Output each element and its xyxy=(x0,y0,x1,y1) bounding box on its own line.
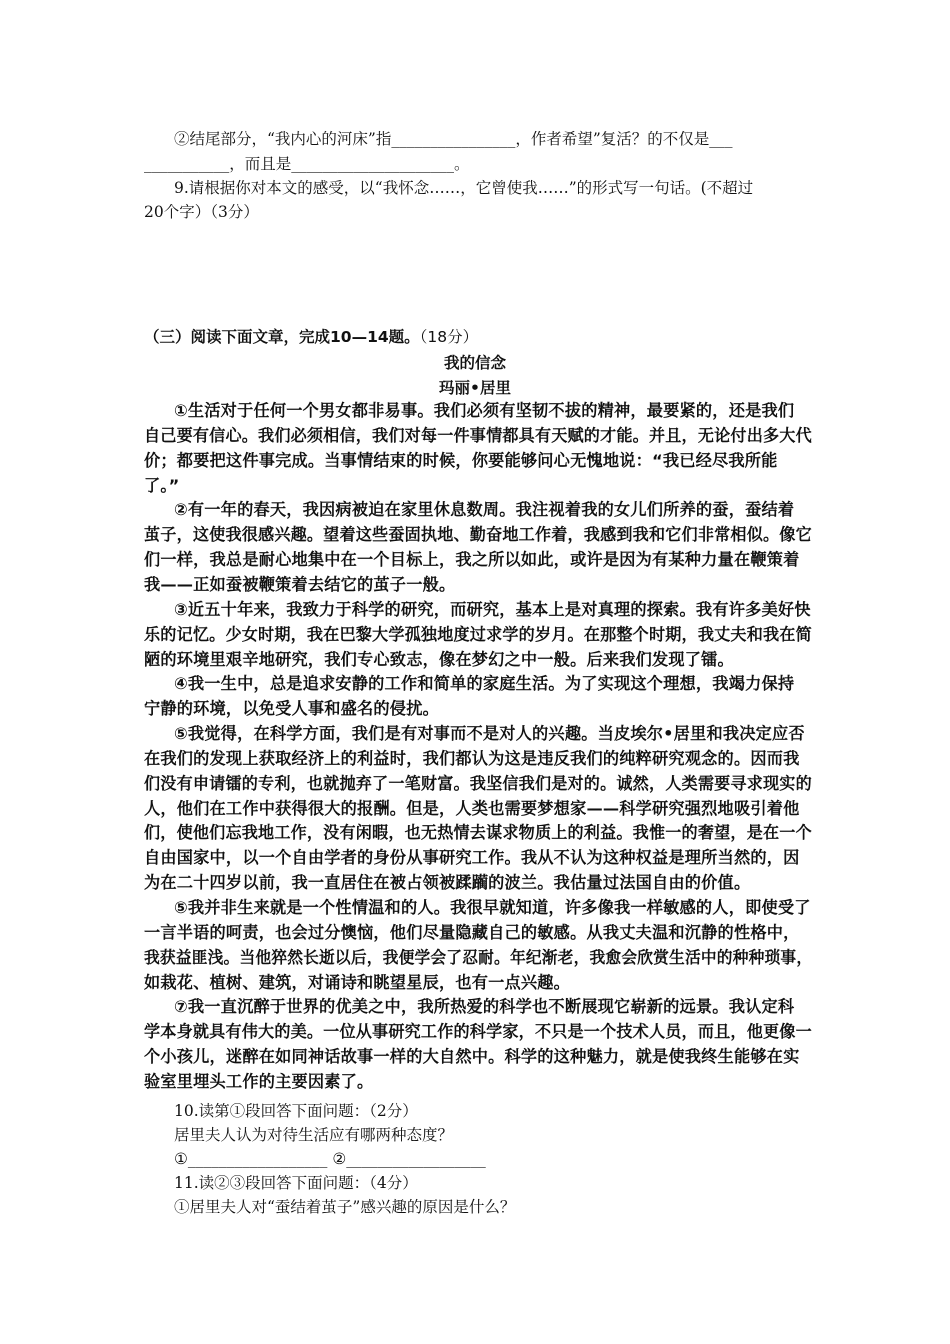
article-line: 茧子，这使我很感兴趣。望着这些蚕固执地、勤奋地工作着，我感到我和它们非常相似。像它 xyxy=(144,525,812,544)
question-9-line2: 20个字）（3分） xyxy=(144,203,259,221)
article-line: 我获益匪浅。当他猝然长逝以后，我便学会了忍耐。年纪渐老，我愈会欣赏生活中的种种琐事， xyxy=(144,948,813,967)
article-line: ④我一生中，总是追求安静的工作和简单的家庭生活。为了实现这个理想，我竭力保持 xyxy=(174,674,795,693)
article-line: ②有一年的春天，我因病被迫在家里休息数周。我注视着我的女儿们所养的蚕，蚕结着 xyxy=(174,500,795,519)
section-3-heading xyxy=(144,326,478,348)
article-line: ⑦我一直沉醉于世界的优美之中，我所热爱的科学也不断展现它崭新的远景。我认定科 xyxy=(174,997,795,1016)
article-line: 宁静的环境，以免受人事和盛名的侵扰。 xyxy=(144,699,439,718)
article-line: 学本身就具有伟大的美。一位从事研究工作的科学家，不只是一个技术人员，而且，他更像一 xyxy=(144,1022,812,1041)
article-line: 验室里埋头工作的主要因素了。 xyxy=(144,1072,374,1091)
question-8-part2-line1: ②结尾部分，“我内心的河床”指________________，作者希望”复活？的不仅是___ xyxy=(174,130,733,148)
question-11-line2: ①居里夫人对“蚕结着茧子”感兴趣的原因是什么？ xyxy=(174,1198,516,1216)
article-line: 自己要有信心。我们必须相信，我们对每一件事情都具有天赋的才能。并且，无论付出多大代 xyxy=(144,426,812,445)
article-line: 乐的记忆。少女时期，我在巴黎大学孤独地度过求学的岁月。在那整个时期，我丈夫和我在简 xyxy=(144,625,812,644)
article-line: 为在二十四岁以前，我一直居住在被占领被蹂躏的波兰。我估量过法国自由的价值。 xyxy=(144,873,751,892)
question-10-line2: 居里夫人认为对待生活应有哪两种态度？ xyxy=(174,1126,454,1144)
article-line: 个小孩儿，迷醉在如同神话故事一样的大自然中。科学的这种魅力，就是使我终生能够在实 xyxy=(144,1047,800,1066)
question-11-line1: 11.读②③段回答下面问题：（4分） xyxy=(174,1174,418,1192)
article-line: 们没有申请镭的专利，也就抛弃了一笔财富。我坚信我们是对的。诚然，人类需要寻求现实的 xyxy=(144,774,812,793)
article-line: 我——正如蚕被鞭策着去结它的茧子一般。 xyxy=(144,575,456,594)
article-line: 陋的环境里艰辛地研究，我们专心致志，像在梦幻之中一般。后来我们发现了镭。 xyxy=(144,650,734,669)
question-10-answer-blanks: ①__________________ ②__________________ xyxy=(174,1150,486,1168)
article-line: 价；都要把这件事完成。当事情结束的时候，你要能够问心无愧地说：“我已经尽我所能 xyxy=(144,451,778,470)
article-line: ⑤我并非生来就是一个性情温和的人。我很早就知道，许多像我一样敏感的人，即使受了 xyxy=(174,898,811,917)
question-10-line1: 10.读第①段回答下面问题：（2分） xyxy=(174,1102,418,1120)
question-8-part2-line2: ___________，而且是_____________________。 xyxy=(144,155,470,173)
article-line: ①生活对于任何一个男女都非易事。我们必须有坚韧不拔的精神，最要紧的，还是我们 xyxy=(174,401,795,420)
article-author: 玛丽•居里 xyxy=(439,379,511,397)
article-line: 自由国家中，以一个自由学者的身份从事研究工作。我从不认为这种权益是理所当然的，因 xyxy=(144,848,800,867)
section-3-heading-text: （三）阅读下面文章，完成10—14题。 xyxy=(144,328,420,346)
article-line: 们，使他们忘我地工作，没有闲暇，也无热情去谋求物质上的利益。我惟一的奢望，是在一个 xyxy=(144,823,812,842)
article-line: 人，他们在工作中获得很大的报酬。但是，人类也需要梦想家——科学研究强烈地吸引着他 xyxy=(144,799,800,818)
article-line: 在我们的发现上获取经济上的利益时，我们都认为这是违反我们的纯粹研究观念的。因而我 xyxy=(144,749,800,768)
article-title: 我的信念 xyxy=(443,354,506,372)
question-9-line1: 9.请根据你对本文的感受，以“我怀念……，它曾使我……”的形式写一句话。(不超过 xyxy=(174,179,754,197)
article-line: ③近五十年来，我致力于科学的研究，而研究，基本上是对真理的探索。我有许多美好快 xyxy=(174,600,811,619)
article-line: 一言半语的呵责，也会过分懊恼，他们尽量隐藏自己的敏感。从我丈夫温和沉静的性格中， xyxy=(144,923,800,942)
section-3-points: （18分） xyxy=(419,328,479,346)
article-line: ⑤我觉得，在科学方面，我们是有对事而不是对人的兴趣。当皮埃尔•居里和我决定应否 xyxy=(174,724,805,743)
article-line: 如栽花、植树、建筑，对诵诗和眺望星辰，也有一点兴趣。 xyxy=(144,973,571,992)
article-line: 们一样，我总是耐心地集中在一个目标上，我之所以如此，或许是因为有某种力量在鞭策着 xyxy=(144,550,800,569)
article-line: 了。” xyxy=(144,476,180,495)
